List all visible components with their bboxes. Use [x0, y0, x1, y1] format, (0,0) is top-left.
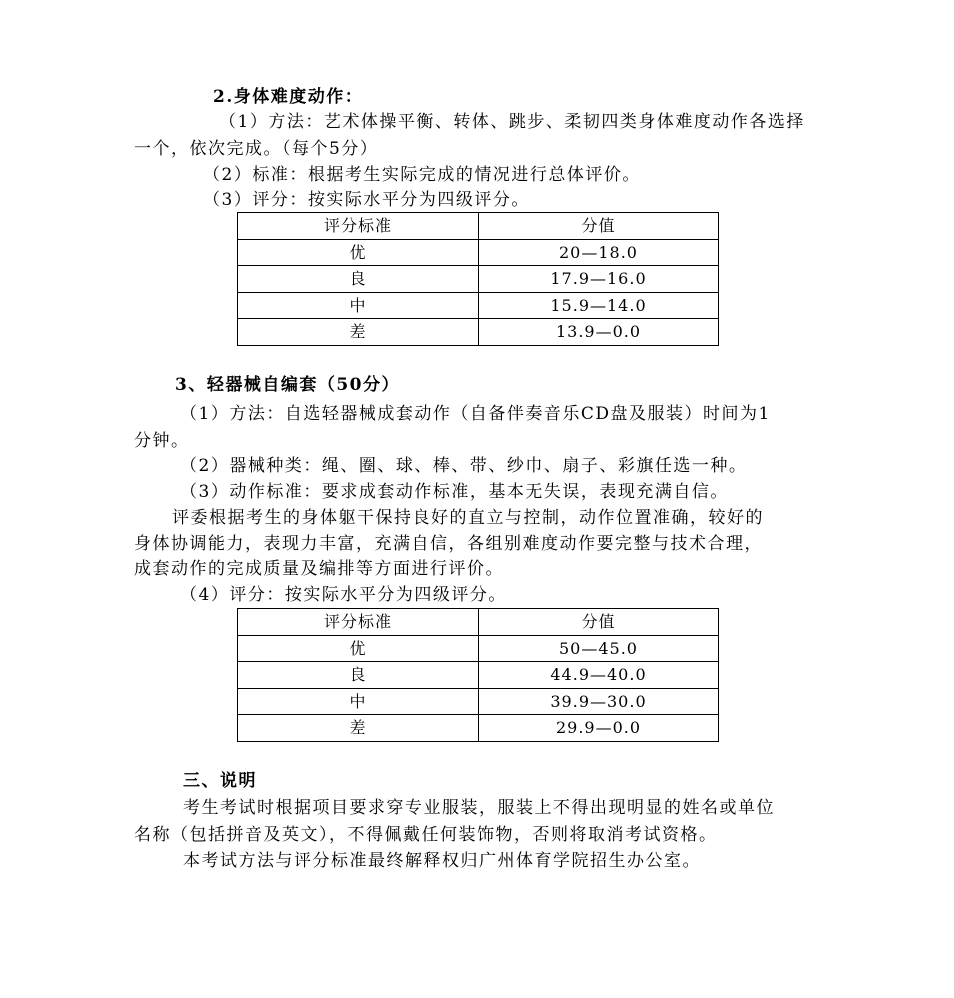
- score-cell: 44.9—40.0: [479, 662, 719, 689]
- table-header-score: 分值: [479, 609, 719, 636]
- section2-heading: 2.身体难度动作：: [213, 87, 364, 107]
- grade-cell: 差: [238, 715, 479, 742]
- table-row: [238, 266, 719, 293]
- section2-method-line2: 一个，依次完成。（每个5分）: [134, 139, 379, 159]
- section3-paragraph-line3: 成套动作的完成质量及编排等方面进行评价。: [134, 559, 504, 579]
- table-header-score: 分值: [479, 213, 719, 240]
- section2-method-line1: （1）方法：艺术体操平衡、转体、跳步、柔韧四类身体难度动作各选择: [219, 112, 805, 132]
- notes-line2: 名称（包括拼音及英文），不得佩戴任何装饰物，否则将取消考试资格。: [134, 825, 718, 845]
- score-cell: 50—45.0: [479, 635, 719, 662]
- grade-cell: 优: [238, 635, 479, 662]
- section3-method-line1: （1）方法：自选轻器械成套动作（自备伴奏音乐CD盘及服装）时间为1: [180, 404, 771, 424]
- notes-heading: 三、说明: [183, 771, 257, 791]
- table-header-criteria: 评分标准: [238, 213, 479, 240]
- table-row: [238, 635, 719, 662]
- table-header-criteria: 评分标准: [238, 609, 479, 636]
- section3-standard: （3）动作标准：要求成套动作标准，基本无失误，表现充满自信。: [180, 482, 729, 502]
- table-row: [238, 292, 719, 319]
- table-row: [238, 715, 719, 742]
- grade-cell: 良: [238, 662, 479, 689]
- section2-scoring: （3）评分：按实际水平分为四级评分。: [203, 190, 530, 210]
- grade-cell: 良: [238, 266, 479, 293]
- grade-cell: 中: [238, 292, 479, 319]
- section3-apparatus: （2）器械种类：绳、圈、球、棒、带、纱巾、扇子、彩旗任选一种。: [180, 456, 748, 476]
- section3-heading: 3、轻器械自编套（50分）: [175, 375, 400, 395]
- section2-score-table: [237, 212, 719, 346]
- table-row: [238, 688, 719, 715]
- score-cell: 15.9—14.0: [479, 292, 719, 319]
- notes-line3: 本考试方法与评分标准最终解释权归广州体育学院招生办公室。: [183, 851, 701, 871]
- table-header-row: [238, 609, 719, 636]
- section3-paragraph-line1: 评委根据考生的身体躯干保持良好的直立与控制，动作位置准确，较好的: [172, 508, 764, 528]
- grade-cell: 中: [238, 688, 479, 715]
- score-cell: 17.9—16.0: [479, 266, 719, 293]
- score-cell: 29.9—0.0: [479, 715, 719, 742]
- section2-standard: （2）标准：根据考生实际完成的情况进行总体评价。: [203, 165, 641, 185]
- score-cell: 20—18.0: [479, 239, 719, 266]
- grade-cell: 优: [238, 239, 479, 266]
- table-row: [238, 662, 719, 689]
- score-cell: 13.9—0.0: [479, 319, 719, 346]
- section3-paragraph-line2: 身体协调能力，表现力丰富，充满自信，各组别难度动作要完整与技术合理，: [134, 534, 763, 554]
- grade-cell: 差: [238, 319, 479, 346]
- section3-score-table: [237, 608, 719, 742]
- section3-scoring: （4）评分：按实际水平分为四级评分。: [180, 585, 507, 605]
- table-row: [238, 319, 719, 346]
- section3-method-line2: 分钟。: [134, 431, 190, 451]
- notes-line1: 考生考试时根据项目要求穿专业服装，服装上不得出现明显的姓名或单位: [183, 798, 775, 818]
- score-cell: 39.9—30.0: [479, 688, 719, 715]
- table-row: [238, 239, 719, 266]
- table-header-row: [238, 213, 719, 240]
